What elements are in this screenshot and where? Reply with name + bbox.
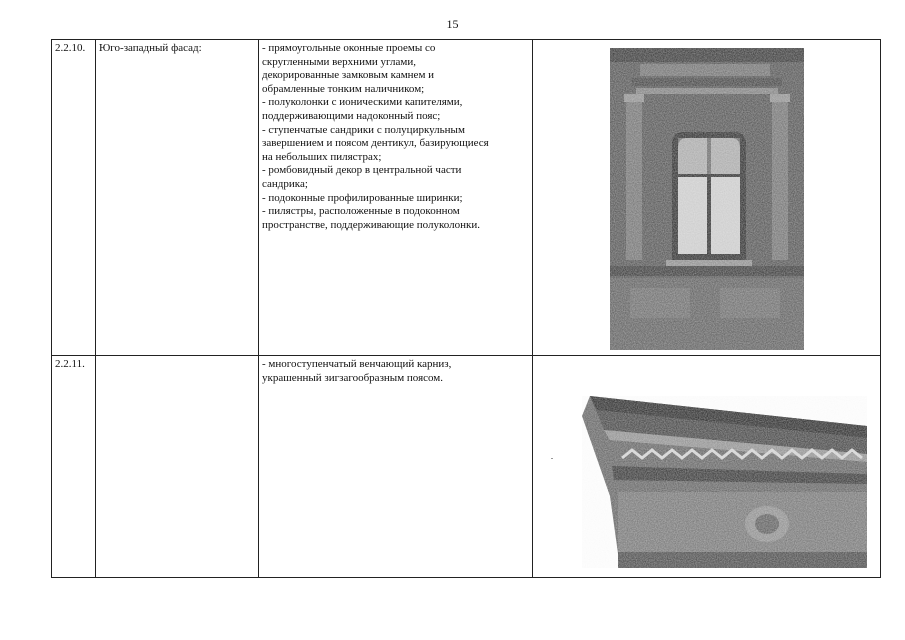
page-number: 15	[446, 17, 459, 31]
object-name-cell: Юго-западный фасад:	[96, 40, 259, 356]
photo-cell	[533, 40, 881, 356]
description-line: скругленными верхними углами,	[262, 55, 416, 68]
description-line: сандрика;	[262, 177, 308, 190]
description-line: - ступенчатые сандрики с полуциркульным	[262, 123, 465, 136]
facade-window-photo	[610, 48, 804, 350]
cornice-photo	[582, 396, 867, 568]
monument-features-table	[51, 39, 881, 578]
description-line: завершением и поясом дентикул, базирующиеся	[262, 137, 489, 150]
table-row	[52, 356, 881, 578]
description-line: - ромбовидный декор в центральной части	[262, 164, 462, 177]
photo-cell	[533, 356, 881, 578]
description-line: - полуколонки с ионическими капителями,	[262, 96, 463, 109]
description-line: украшенный зигзагообразным поясом.	[262, 371, 444, 384]
description-line: на небольших пилястрах;	[262, 150, 382, 163]
description-line: - пилястры, расположенные в подоконном	[262, 205, 460, 218]
description-line: - подоконные профилированные ширинки;	[262, 191, 463, 204]
row-number-cell: 2.2.10.	[52, 40, 96, 356]
description-line: - прямоугольные оконные проемы со	[262, 42, 436, 54]
description-cell	[259, 356, 533, 578]
description-line: декорированные замковым камнем и	[262, 69, 435, 82]
description-line: поддерживающими надоконный пояс;	[262, 109, 441, 122]
table-row	[52, 40, 881, 356]
scan-speck	[551, 458, 553, 459]
description-line: пространстве, поддерживающие полуколонки.	[262, 218, 480, 231]
description-line: - многоступенчатый венчающий карниз,	[262, 358, 452, 370]
object-name-cell	[96, 356, 259, 578]
row-number-cell: 2.2.11.	[52, 356, 96, 578]
description-cell	[259, 40, 533, 356]
description-line: обрамленные тонким наличником;	[262, 82, 425, 95]
